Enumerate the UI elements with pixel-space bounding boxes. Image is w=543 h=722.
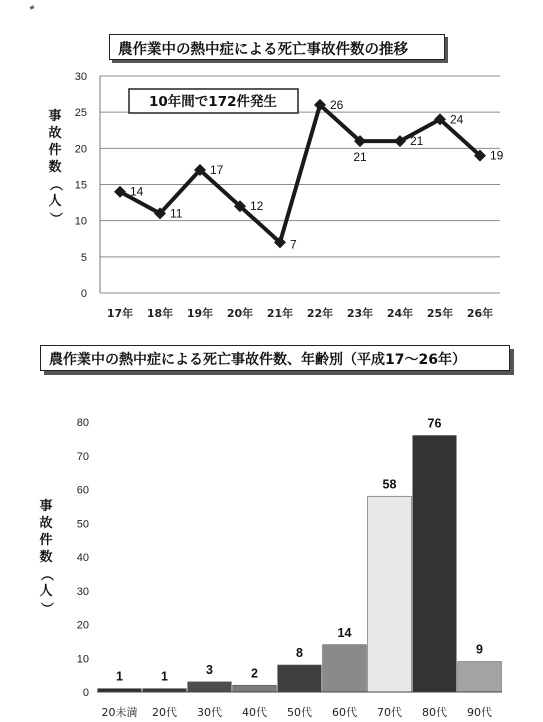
chart2-y-tick-label: 50 — [76, 518, 89, 531]
chart1-x-tick-label: 26年 — [466, 307, 494, 320]
chart1-y-tick-label: 15 — [74, 179, 87, 192]
y-axis-label-char: （ — [38, 567, 54, 581]
chart2-data-label: 1 — [116, 669, 123, 684]
chart2-data-label: 14 — [337, 625, 352, 640]
chart1-data-label: 24 — [450, 112, 464, 127]
chart1-y-tick-label: 25 — [74, 107, 87, 120]
chart2-y-tick-label: 40 — [76, 552, 89, 564]
y-axis-label-char: ） — [38, 601, 54, 615]
y-axis-label-char: 故 — [48, 126, 62, 141]
chart2-x-tick-label: 90代 — [467, 706, 492, 719]
chart2-x-tick-label: 30代 — [197, 706, 222, 719]
chart2-bar — [413, 436, 457, 693]
chart2-x-tick-label: 20代 — [152, 706, 177, 719]
chart1-x-tick-label: 19年 — [186, 307, 214, 320]
chart2-y-tick-label: 20 — [76, 619, 89, 632]
chart2-x-tick-label: 70代 — [377, 706, 402, 719]
chart2-data-label: 2 — [251, 666, 258, 681]
chart1-data-label: 11 — [170, 206, 183, 221]
chart1-data-label: 12 — [250, 199, 264, 214]
chart2-bar — [188, 682, 232, 692]
chart1-data-label: 21 — [410, 134, 424, 149]
chart1-x-tick-label: 20年 — [226, 307, 254, 320]
chart2-data-label: 58 — [382, 477, 397, 492]
chart2-title: 農作業中の熱中症による死亡事故件数、年齢別（平成17～26年） — [40, 345, 510, 371]
chart2-bar — [323, 645, 367, 692]
chart2-data-label: 9 — [476, 642, 483, 657]
chart1-x-tick-label: 25年 — [426, 307, 454, 320]
y-axis-label-char: 件 — [39, 533, 53, 548]
y-axis-label-char: ） — [47, 211, 63, 225]
chart2-x-tick-label: 60代 — [332, 706, 357, 719]
chart1-series-line — [120, 105, 480, 242]
chart2-bar — [233, 685, 277, 692]
y-axis-label-char: 故 — [39, 516, 53, 531]
chart1-x-tick-label: 18年 — [146, 307, 174, 320]
chart2-x-tick-label: 80代 — [422, 706, 447, 719]
chart2-data-label: 3 — [206, 662, 213, 677]
chart2-x-tick-label: 50代 — [287, 706, 312, 719]
chart1-annotation: 10年間で172件発生 — [149, 94, 277, 110]
y-axis-label-char: 事 — [39, 499, 53, 514]
chart2-y-tick-label: 60 — [76, 484, 89, 497]
y-axis-label-char: 数 — [48, 160, 62, 175]
chart1-title: 農作業中の熱中症による死亡事故件数の推移 — [109, 34, 445, 60]
y-axis-label-char: （ — [47, 177, 63, 191]
chart2-data-label: 8 — [296, 646, 303, 660]
chart1-x-tick-label: 17年 — [106, 307, 134, 320]
chart2-y-tick-label: 70 — [76, 450, 89, 463]
chart1-x-tick-label: 21年 — [266, 307, 294, 320]
chart2-x-tick-label: 20未満 — [101, 706, 138, 719]
chart2-bar — [458, 662, 502, 692]
chart2-x-tick-label: 40代 — [242, 706, 267, 719]
chart2-bar — [278, 665, 322, 692]
chart1-x-tick-label: 24年 — [386, 307, 414, 320]
chart1-data-label: 17 — [210, 163, 224, 178]
y-axis-label-char: 件 — [48, 143, 62, 158]
chart1-data-label: 7 — [290, 237, 297, 252]
y-axis-label-char: 数 — [39, 550, 53, 565]
chart1-data-label: 21 — [353, 150, 367, 165]
chart2-bar — [98, 689, 142, 692]
chart1-x-tick-label: 22年 — [306, 307, 334, 320]
chart2-y-tick-label: 80 — [76, 417, 89, 429]
chart2-data-label: 76 — [427, 416, 442, 431]
chart1-y-tick-label: 10 — [74, 215, 87, 228]
chart2-y-tick-label: 30 — [76, 585, 89, 598]
chart1-y-tick-label: 5 — [80, 251, 87, 264]
chart2-data-label: 1 — [161, 669, 168, 684]
chart2-y-tick-label: 0 — [82, 687, 89, 699]
y-axis-label-char: 事 — [48, 109, 62, 124]
chart1-data-label: 14 — [130, 184, 144, 199]
chart1-x-tick-label: 23年 — [346, 307, 374, 320]
y-axis-label-char: 人 — [39, 584, 53, 599]
chart1-data-label: 19 — [490, 148, 504, 163]
chart1-y-tick-label: 0 — [80, 288, 87, 300]
chart1-y-tick-label: 30 — [74, 71, 87, 83]
chart2-y-tick-label: 10 — [76, 653, 89, 666]
chart1-y-tick-label: 20 — [74, 143, 87, 156]
y-axis-label-char: 人 — [48, 194, 62, 209]
chart1-data-label: 26 — [330, 97, 344, 112]
chart2-bar — [143, 689, 187, 692]
chart2-bar — [368, 496, 412, 692]
